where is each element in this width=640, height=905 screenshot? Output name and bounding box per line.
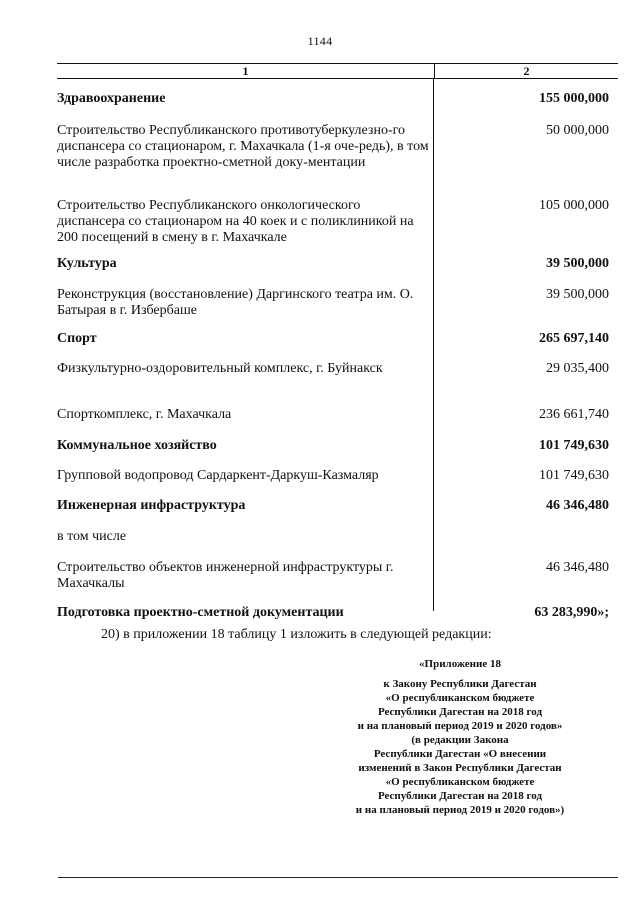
appendix-heading (320, 657, 600, 817)
row-label: Групповой водопровод Сардаркент-Даркуш-Казмаляр (57, 468, 379, 483)
column-header-1: 1 (57, 64, 435, 78)
appendix-line: к Закону Республики Дагестан (383, 678, 537, 690)
row-label: Строительство объектов инженерной инфраструктуры г. Махачкалы (57, 560, 394, 591)
appendix-line: «О республиканском бюджете (385, 776, 535, 788)
row-value: 39 500,000 (546, 256, 609, 271)
row-value: 63 283,990»; (534, 605, 609, 620)
row-value: 265 697,140 (539, 331, 609, 346)
row-value: 39 500,000 (546, 287, 609, 302)
row-value: 155 000,000 (539, 91, 609, 106)
row-label: Строительство Республиканского онкологического диспансера со стационаром на 40 коек и с поликлиникой на 200 посещений в смену в г. Махачкале (57, 198, 414, 245)
appendix-line: Республики Дагестан «О внесении (373, 748, 547, 760)
appendix-line: «О республиканском бюджете (385, 692, 535, 704)
budget-table (57, 63, 618, 620)
row-value: 105 000,000 (539, 198, 609, 213)
column-header-2: 2 (523, 64, 530, 78)
row-label: Спорткомплекс, г. Махачкала (57, 407, 232, 422)
row-label: Здравоохранение (57, 91, 166, 106)
row-label: Коммунальное хозяйство (57, 438, 217, 453)
row-value: 101 749,630 (539, 438, 609, 453)
amendment-instruction: 20) в приложении 18 таблицу 1 изложить в следующей редакции: (101, 627, 492, 642)
row-value: 236 661,740 (539, 407, 609, 422)
row-value: 101 749,630 (539, 468, 609, 483)
appendix-line: и на плановый период 2019 и 2020 годов» (357, 720, 563, 732)
appendix-title: «Приложение 18 (419, 658, 501, 670)
appendix-line: Республики Дагестан на 2018 год (377, 706, 543, 718)
appendix-line: (в редакции Закона (411, 734, 509, 746)
column-divider (433, 79, 434, 611)
appendix-line: изменений в Закон Республики Дагестан (358, 762, 562, 774)
row-label: Реконструкция (восстановление) Даргинского театра им. О. Батырая в г. Избербаше (57, 287, 414, 318)
row-value: 50 000,000 (546, 123, 609, 138)
row-label: Подготовка проектно-сметной документации (57, 605, 344, 620)
appendix-line: и на плановый период 2019 и 2020 годов») (355, 804, 565, 816)
appendix-line: Республики Дагестан на 2018 год (377, 790, 543, 802)
row-label: Физкультурно-оздоровительный комплекс, г. Буйнакск (57, 361, 383, 376)
page-bottom-line (58, 877, 618, 878)
row-label: в том числе (57, 529, 127, 544)
page-number: 1144 (307, 34, 333, 48)
table-header (57, 64, 618, 79)
row-value: 29 035,400 (546, 361, 609, 376)
row-label: Инженерная инфраструктура (57, 498, 246, 513)
row-label: Спорт (57, 331, 97, 346)
row-value: 46 346,480 (546, 560, 609, 575)
row-label: Культура (57, 256, 117, 271)
row-label: Строительство Республиканского противотуберкулезно-го диспансера со стационаром, г. Махачкала (1-я оче-редь), в том числе разработка проектно-сметной доку-ментации (57, 123, 429, 170)
row-value: 46 346,480 (546, 498, 609, 513)
